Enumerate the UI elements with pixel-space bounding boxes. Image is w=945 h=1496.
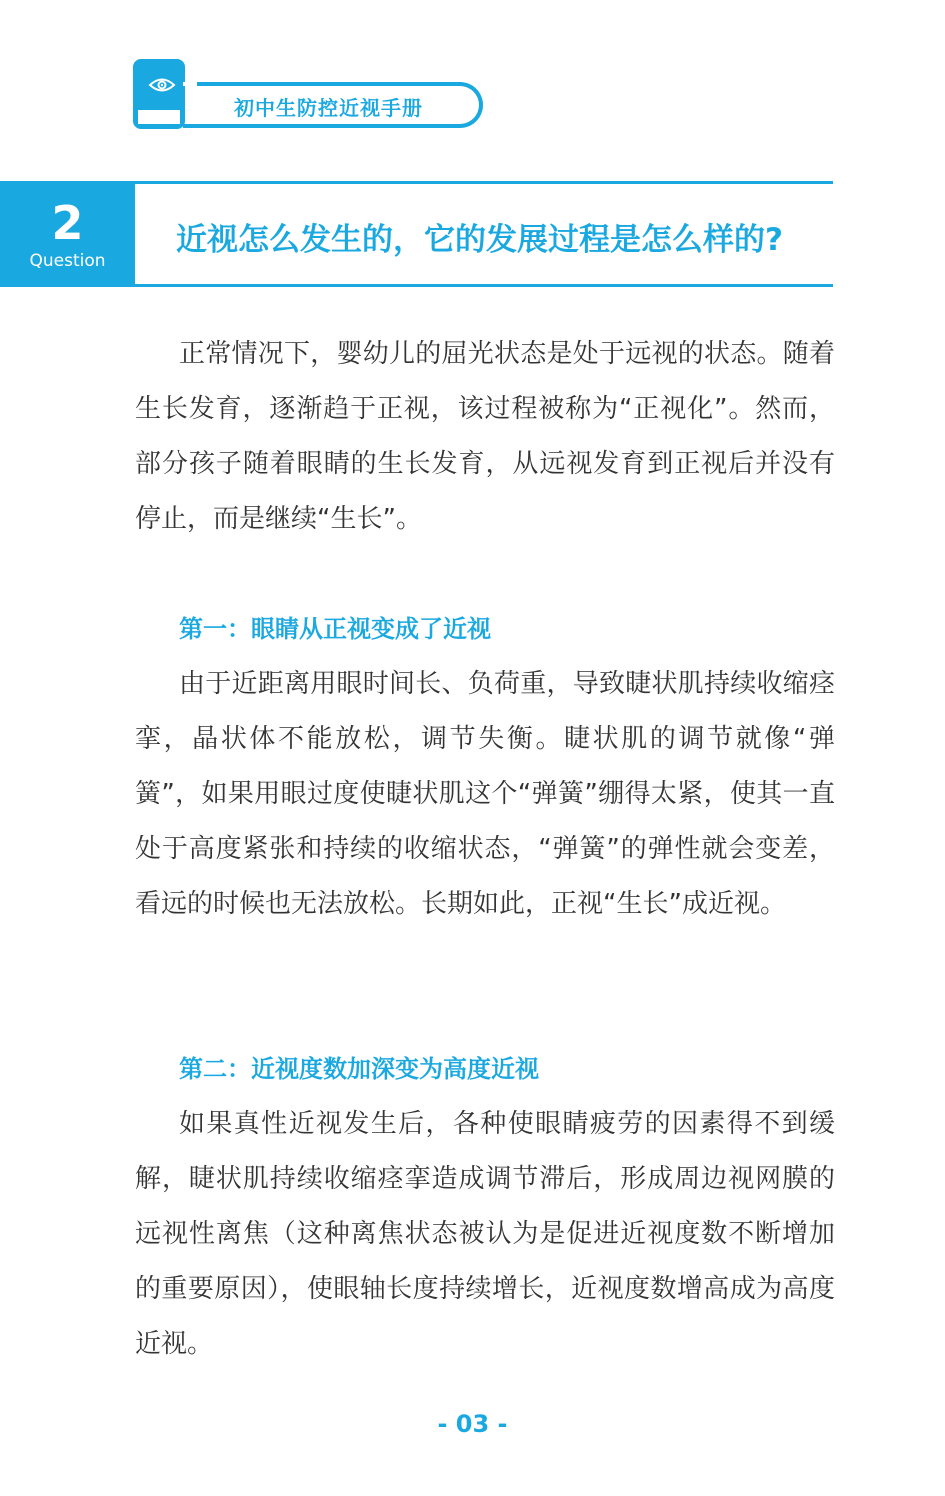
- section-heading: 第二：近视度数加深变为高度近视: [179, 1055, 539, 1083]
- book-page-decoration: [138, 106, 180, 124]
- page-number: - 03 -: [437, 1410, 508, 1438]
- section-body: 由于近距离用眼时间长、负荷重，导致睫状肌持续收缩痉挛，晶状体不能放松，调节失衡。睫状肌的调节就像“弹簧”，如果用眼过度使睫状肌这个“弹簧”绷得太紧，使其一直处于高度紧张和持续的收缩状态，“弹簧”的弹性就会变差，看远的时候也无法放松。长期如此，正视“生长”成近视。: [135, 669, 835, 919]
- question-number: 2: [51, 196, 84, 250]
- question-label: Question: [29, 251, 106, 271]
- section-body: 如果真性近视发生后，各种使眼睛疲劳的因素得不到缓解，睫状肌持续收缩痉挛造成调节滞后，形成周边视网膜的远视性离焦（这种离焦状态被认为是促进近视度数不断增加的重要原因），使眼轴长度持续增长，近视度数增高成为高度近视。: [135, 1109, 835, 1359]
- intro-paragraph: 正常情况下，婴幼儿的屈光状态是处于远视的状态。随着生长发育，逐渐趋于正视，该过程被称为“正视化”。然而，部分孩子随着眼睛的生长发育，从远视发育到正视后并没有停止，而是继续“生长”。: [135, 339, 835, 534]
- question-title: 近视怎么发生的，它的发展过程是怎么样的?: [176, 222, 783, 258]
- book-logo: [133, 59, 185, 129]
- header-title: 初中生防控近视手册: [234, 96, 423, 120]
- question-badge: [0, 182, 135, 286]
- section-heading: 第一：眼睛从正视变成了近视: [179, 615, 491, 643]
- eye-icon: [148, 76, 176, 94]
